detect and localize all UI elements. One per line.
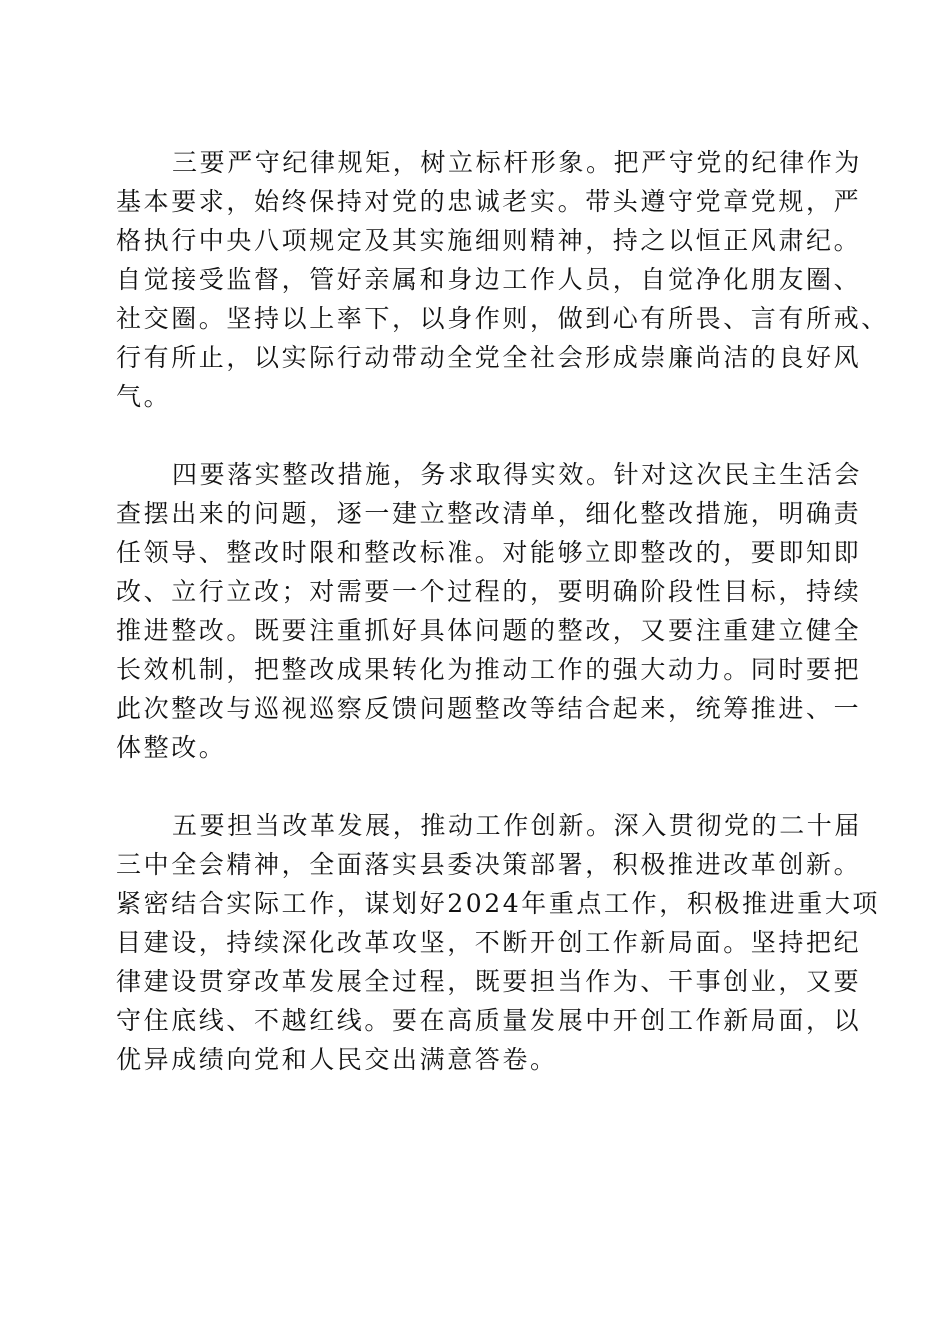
paragraph-rectification xyxy=(116,455,863,767)
text-line: 体整改。 xyxy=(116,733,227,762)
paragraph-reform xyxy=(116,806,881,1079)
text-line: 基本要求，始终保持对党的忠诚老实。带头遵守党章党规，严 xyxy=(116,187,862,216)
text-line: 紧密结合实际工作，谋划好2024年重点工作，积极推进重大项 xyxy=(116,889,881,918)
text-line: 推进整改。既要注重抓好具体问题的整改，又要注重建立健全 xyxy=(116,616,862,645)
text-line: 查摆出来的问题，逐一建立整改清单，细化整改措施，明确责 xyxy=(116,499,862,528)
text-line: 自觉接受监督，管好亲属和身边工作人员，自觉净化朋友圈、 xyxy=(116,265,862,294)
text-line: 社交圈。坚持以上率下，以身作则，做到心有所畏、言有所戒、 xyxy=(116,304,889,333)
text-line: 任领导、整改时限和整改标准。对能够立即整改的，要即知即 xyxy=(116,538,862,567)
text-line: 四要落实整改措施，务求取得实效。针对这次民主生活会 xyxy=(172,460,863,489)
paragraph-discipline xyxy=(116,143,889,416)
text-line: 此次整改与巡视巡察反馈问题整改等结合起来，统筹推进、一 xyxy=(116,694,862,723)
text-line: 改、立行立改；对需要一个过程的，要明确阶段性目标，持续 xyxy=(116,577,862,606)
text-line: 五要担当改革发展，推动工作创新。深入贯彻党的二十届 xyxy=(172,811,863,840)
text-line: 优异成绩向党和人民交出满意答卷。 xyxy=(116,1045,558,1074)
text-line: 守住底线、不越红线。要在高质量发展中开创工作新局面，以 xyxy=(116,1006,862,1035)
text-line: 三要严守纪律规矩，树立标杆形象。把严守党的纪律作为 xyxy=(172,148,863,177)
text-line: 长效机制，把整改成果转化为推动工作的强大动力。同时要把 xyxy=(116,655,862,684)
text-line: 气。 xyxy=(116,382,172,411)
text-line: 目建设，持续深化改革攻坚，不断开创工作新局面。坚持把纪 xyxy=(116,928,862,957)
text-line: 格执行中央八项规定及其实施细则精神，持之以恒正风肃纪。 xyxy=(116,226,862,255)
text-line: 律建设贯穿改革发展全过程，既要担当作为、干事创业，又要 xyxy=(116,967,862,996)
text-line: 行有所止，以实际行动带动全党全社会形成崇廉尚洁的良好风 xyxy=(116,343,862,372)
text-line: 三中全会精神，全面落实县委决策部署，积极推进改革创新。 xyxy=(116,850,862,879)
